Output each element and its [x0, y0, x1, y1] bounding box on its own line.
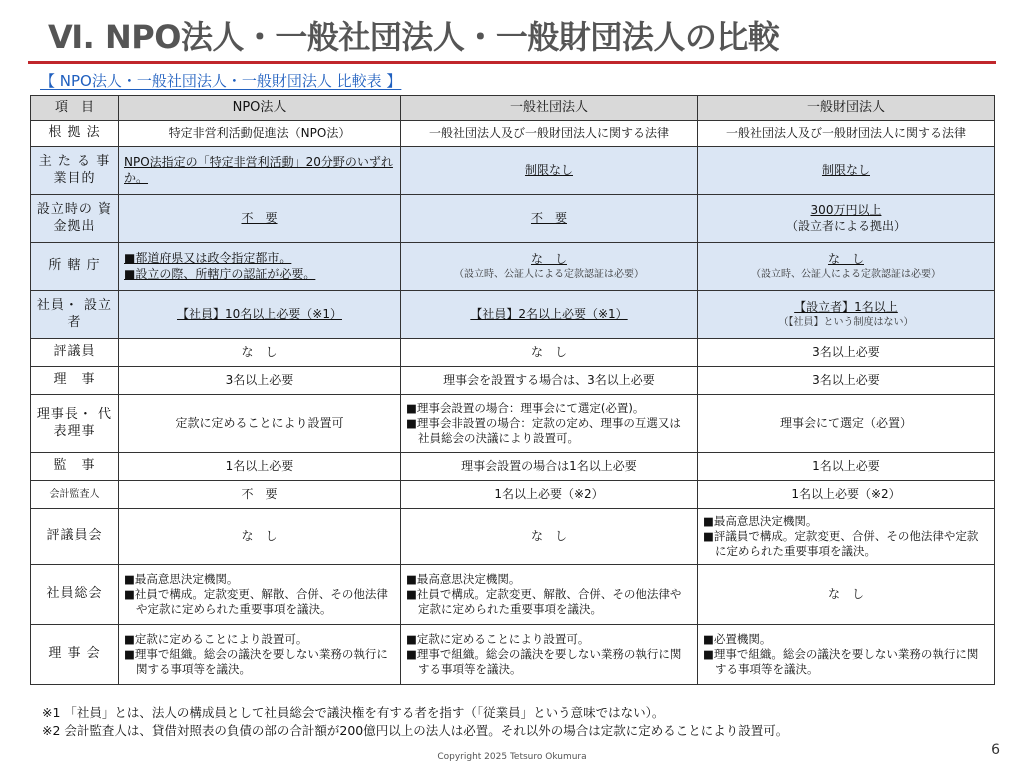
cell-shadan: 1名以上必要（※2） — [401, 481, 698, 509]
footnotes — [42, 704, 788, 740]
row-label: 会計監査人 — [31, 481, 119, 509]
cell-zaidan: 理事会にて選定（必置） — [698, 395, 995, 453]
title-divider — [28, 61, 996, 64]
cell-zaidan: 一般社団法人及び一般財団法人に関する法律 — [698, 121, 995, 147]
cell-npo: 3名以上必要 — [119, 367, 401, 395]
cell-zaidan — [698, 625, 995, 685]
cell-bullet: ■定款に定めることにより設置可。 — [406, 632, 590, 647]
cell-npo — [119, 147, 401, 195]
cell-bullet: ■理事で組織。総会の議決を要しない業務の執行に関する事項等を議決。 — [406, 647, 682, 676]
cell-text: 不 要 — [241, 210, 278, 225]
cell-shadan — [401, 291, 698, 339]
row-label: 評議員会 — [31, 509, 119, 565]
cell-npo: 1名以上必要 — [119, 453, 401, 481]
table-row — [31, 121, 995, 147]
table-row — [31, 243, 995, 291]
cell-npo — [119, 625, 401, 685]
cell-text: 制限なし — [524, 162, 573, 177]
row-label: 所 轄 庁 — [31, 243, 119, 291]
row-label: 社員総会 — [31, 565, 119, 625]
cell-bullet: ■理事で組織。総会の議決を要しない業務の執行に関する事項等を議決。 — [703, 647, 979, 676]
table-row — [31, 565, 995, 625]
cell-zaidan: 3名以上必要 — [698, 339, 995, 367]
row-label: 評議員 — [31, 339, 119, 367]
cell-subtext: （設立者による拠出） — [785, 218, 906, 233]
copyright: Copyright 2025 Tetsuro Okumura — [437, 752, 587, 762]
cell-zaidan — [698, 509, 995, 565]
header-shadan: 一般社団法人 — [401, 96, 698, 121]
cell-zaidan — [698, 147, 995, 195]
cell-zaidan — [698, 291, 995, 339]
table-row — [31, 195, 995, 243]
cell-npo: な し — [119, 509, 401, 565]
table-caption: 【 NPO法人・一般社団法人・一般財団法人 比較表 】 — [40, 72, 402, 90]
cell-text: 300万円以上 — [810, 202, 882, 217]
cell-npo: 特定非営利活動促進法（NPO法） — [119, 121, 401, 147]
cell-bullet: ■社員で構成。定款変更、解散、合併、その他法律や定款に定められた重要事項を議決。 — [124, 587, 388, 616]
table-row — [31, 395, 995, 453]
row-label: 理 事 — [31, 367, 119, 395]
table-header-row — [31, 96, 995, 121]
cell-shadan — [401, 395, 698, 453]
cell-bullet: ■最高意思決定機関。 — [124, 572, 239, 587]
cell-shadan: 理事会設置の場合は1名以上必要 — [401, 453, 698, 481]
cell-npo — [119, 291, 401, 339]
cell-text: 不 要 — [530, 210, 567, 225]
cell-text: 【社員】2名以上必要（※1） — [470, 306, 628, 321]
cell-bullet: ■社員で構成。定款変更、解散、合併、その他法律や定款に定められた重要事項を議決。 — [406, 587, 682, 616]
row-label: 理事長・ 代表理事 — [31, 395, 119, 453]
table-row — [31, 367, 995, 395]
cell-bullet: ■都道府県又は政令指定都市。 — [124, 250, 292, 265]
cell-npo — [119, 195, 401, 243]
row-label: 監 事 — [31, 453, 119, 481]
cell-zaidan: 1名以上必要（※2） — [698, 481, 995, 509]
header-npo: NPO法人 — [119, 96, 401, 121]
cell-subtext: （【社員】という制度はない） — [778, 316, 914, 328]
row-label: 理 事 会 — [31, 625, 119, 685]
cell-shadan: な し — [401, 339, 698, 367]
cell-npo: な し — [119, 339, 401, 367]
cell-shadan — [401, 195, 698, 243]
cell-zaidan: 3名以上必要 — [698, 367, 995, 395]
header-zaidan: 一般財団法人 — [698, 96, 995, 121]
cell-text: な し — [530, 252, 567, 267]
comparison-table — [30, 95, 995, 685]
cell-bullet: ■理事会設置の場合：理事会にて選定(必置)。 — [406, 401, 645, 416]
table-row — [31, 339, 995, 367]
cell-npo — [119, 565, 401, 625]
cell-bullet: ■理事で組織。総会の議決を要しない業務の執行に関する事項等を議決。 — [124, 647, 388, 676]
table-row — [31, 509, 995, 565]
cell-text: な し — [827, 252, 864, 267]
cell-zaidan: な し — [698, 565, 995, 625]
table-row — [31, 625, 995, 685]
cell-text: 【設立者】1名以上 — [794, 300, 898, 315]
cell-bullet: ■定款に定めることにより設置可。 — [124, 632, 308, 647]
table-row — [31, 453, 995, 481]
cell-shadan: 理事会を設置する場合は、3名以上必要 — [401, 367, 698, 395]
footnote-2: ※2 会計監査人は、貸借対照表の負債の部の合計額が200億円以上の法人は必置。それ以外の場合は定款に定めることにより設置可。 — [42, 723, 789, 739]
cell-bullet: ■理事会非設置の場合：定款の定め、理事の互選又は社員総会の決議により設置可。 — [406, 416, 681, 445]
cell-npo: 不 要 — [119, 481, 401, 509]
cell-bullet: ■必置機関。 — [703, 632, 772, 647]
cell-zaidan — [698, 243, 995, 291]
footnote-1: ※1 「社員」とは、法人の構成員として社員総会で議決権を有する者を指す（「従業員」という意味ではない）。 — [42, 705, 665, 720]
page-number: 6 — [991, 742, 1000, 758]
cell-text: 制限なし — [821, 162, 870, 177]
cell-shadan — [401, 625, 698, 685]
cell-text: NPO法指定の「特定非営利活動」20分野のいずれか。 — [124, 154, 393, 185]
cell-shadan: 一般社団法人及び一般財団法人に関する法律 — [401, 121, 698, 147]
cell-text: 【社員】10名以上必要（※1） — [177, 306, 342, 321]
cell-shadan — [401, 147, 698, 195]
cell-zaidan — [698, 195, 995, 243]
table-row — [31, 147, 995, 195]
cell-shadan — [401, 243, 698, 291]
cell-shadan — [401, 565, 698, 625]
cell-npo: 定款に定めることにより設置可 — [119, 395, 401, 453]
cell-subtext: （設立時、公証人による定款認証は必要） — [751, 268, 941, 280]
cell-subtext: （設立時、公証人による定款認証は必要） — [454, 268, 644, 280]
cell-bullet: ■評議員で構成。定款変更、合併、その他法律や定款に定められた重要事項を議決。 — [703, 529, 979, 558]
cell-bullet: ■最高意思決定機関。 — [703, 514, 818, 529]
slide-title: Ⅵ. NPO法人・一般社団法人・一般財団法人の比較 — [48, 18, 780, 56]
cell-bullet: ■最高意思決定機関。 — [406, 572, 521, 587]
row-label: 主 た る 事業目的 — [31, 147, 119, 195]
row-label: 社員・ 設立者 — [31, 291, 119, 339]
header-item: 項 目 — [31, 96, 119, 121]
cell-zaidan: 1名以上必要 — [698, 453, 995, 481]
cell-shadan: な し — [401, 509, 698, 565]
row-label: 設立時の 資金拠出 — [31, 195, 119, 243]
table-row — [31, 291, 995, 339]
cell-npo — [119, 243, 401, 291]
cell-bullet: ■設立の際、所轄庁の認証が必要。 — [124, 266, 316, 281]
row-label: 根 拠 法 — [31, 121, 119, 147]
table-row — [31, 481, 995, 509]
